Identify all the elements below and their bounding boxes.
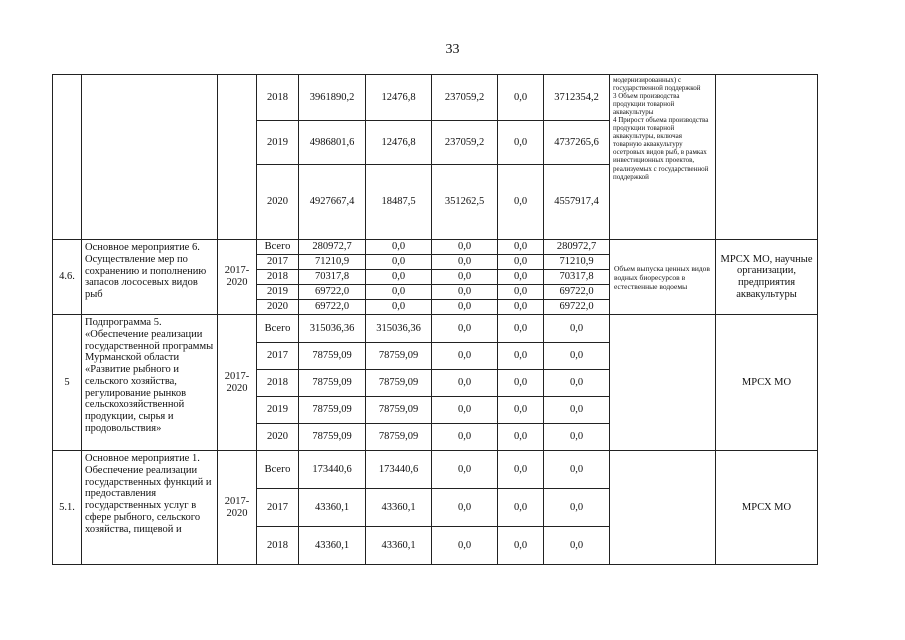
section-4-6-row-total: 69722,0: [299, 285, 366, 300]
section-4-6-row-local: 0,0: [498, 240, 544, 255]
section-4-6-row-local: 0,0: [498, 270, 544, 285]
section-4-6-row-federal: 0,0: [366, 240, 432, 255]
section-5-1-row-local: 0,0: [498, 527, 544, 565]
section-4-6-row-total: 71210,9: [299, 255, 366, 270]
section-5-row-total: 315036,36: [299, 315, 366, 343]
section-5-1-row-regional: 0,0: [432, 489, 498, 527]
section-4-6-row-extrabudget: 69722,0: [544, 285, 610, 300]
section-5-row-local: 0,0: [498, 424, 544, 451]
section-5-1-row-year: 2018: [257, 527, 299, 565]
section-5-row-total: 78759,09: [299, 424, 366, 451]
section-4-6-row-regional: 0,0: [432, 300, 498, 315]
section-5-row-year: 2017: [257, 343, 299, 370]
section-5-period: 2017- 2020: [218, 315, 257, 451]
cont-row-local: 0,0: [498, 165, 544, 240]
section-5-row-extrabudget: 0,0: [544, 397, 610, 424]
cont-row-total: 3961890,2: [299, 75, 366, 121]
section-5-row-total: 78759,09: [299, 397, 366, 424]
section-5-row-regional: 0,0: [432, 315, 498, 343]
section-5-1-row-extrabudget: 0,0: [544, 451, 610, 489]
table-row: [53, 75, 818, 121]
period-cell: [218, 75, 257, 240]
section-5-row-total: 78759,09: [299, 370, 366, 397]
section-5-1-row-regional: 0,0: [432, 451, 498, 489]
section-5-executor: МРСХ МО: [716, 315, 818, 451]
section-4-6-row-local: 0,0: [498, 255, 544, 270]
table-row: [53, 315, 818, 343]
section-5-1-row-total: 173440,6: [299, 451, 366, 489]
cont-row-total: 4927667,4: [299, 165, 366, 240]
cont-row-federal: 12476,8: [366, 121, 432, 165]
section-5-1-row-total: 43360,1: [299, 489, 366, 527]
section-5-1-row-local: 0,0: [498, 489, 544, 527]
section-5-1-period: 2017- 2020: [218, 451, 257, 565]
section-4-6-row-year: 2020: [257, 300, 299, 315]
section-5-1-indicator: [610, 451, 716, 565]
section-5-row-extrabudget: 0,0: [544, 315, 610, 343]
section-5-row-local: 0,0: [498, 370, 544, 397]
section-5-row-local: 0,0: [498, 343, 544, 370]
section-5-indicator: [610, 315, 716, 451]
section-4-6-row-regional: 0,0: [432, 255, 498, 270]
section-4-6-row-year: 2018: [257, 270, 299, 285]
section-5-1-row-year: 2017: [257, 489, 299, 527]
executor-cell: [716, 75, 818, 240]
section-4-6-row-local: 0,0: [498, 285, 544, 300]
section-5-row-extrabudget: 0,0: [544, 370, 610, 397]
section-5-row-extrabudget: 0,0: [544, 343, 610, 370]
page-number: 33: [445, 42, 460, 57]
section-4-6-executor: МРСХ МО, научные организации, предприятия аквакультуры: [716, 240, 818, 315]
section-5-1-row-federal: 43360,1: [366, 527, 432, 565]
section-4-6-row-regional: 0,0: [432, 270, 498, 285]
section-4-6-row-year: 2017: [257, 255, 299, 270]
cont-row-year: 2020: [257, 165, 299, 240]
cont-row-year: 2019: [257, 121, 299, 165]
section-5-row-regional: 0,0: [432, 343, 498, 370]
cont-row-federal: 18487,5: [366, 165, 432, 240]
section-5-row-year: 2019: [257, 397, 299, 424]
section-5-row-regional: 0,0: [432, 370, 498, 397]
section-5-row-federal: 78759,09: [366, 343, 432, 370]
section-4-6-row-extrabudget: 280972,7: [544, 240, 610, 255]
section-4-6-row-total: 70317,8: [299, 270, 366, 285]
section-5-1-row-total: 43360,1: [299, 527, 366, 565]
section-5-number: 5: [53, 315, 82, 451]
table-row: [53, 451, 818, 489]
cont-row-extrabudget: 4557917,4: [544, 165, 610, 240]
section-5-name: Подпрограмма 5. «Обеспечение реализации государственной программы Мурманской области «Развитие рыбного и сельского хозяйства, регулирование рынков сельскохозяйственной продукции, сырья и продовольствия»: [82, 315, 218, 451]
section-5-1-row-regional: 0,0: [432, 527, 498, 565]
section-5-1-row-federal: 43360,1: [366, 489, 432, 527]
section-5-row-federal: 78759,09: [366, 424, 432, 451]
section-5-row-federal: 78759,09: [366, 397, 432, 424]
num-cell: [53, 75, 82, 240]
section-4-6-row-federal: 0,0: [366, 255, 432, 270]
section-5-row-federal: 315036,36: [366, 315, 432, 343]
section-4-6-row-federal: 0,0: [366, 300, 432, 315]
indicator-cell: модернизированных) с государственной поддержкой 3 Объем производства продукции товарной аквакультуры 4 Прирост объема производства продукции товарной аквакультуры, включая товарную аквакультуру осетровых видов рыб, в рамках инвестиционных проектов, реализуемых с государственной поддержкой: [610, 75, 716, 240]
cont-row-total: 4986801,6: [299, 121, 366, 165]
section-5-1-row-extrabudget: 0,0: [544, 527, 610, 565]
section-5-row-federal: 78759,09: [366, 370, 432, 397]
section-5-1-row-year: Всего: [257, 451, 299, 489]
section-4-6-number: 4.6.: [53, 240, 82, 315]
section-5-1-number: 5.1.: [53, 451, 82, 565]
cont-row-extrabudget: 4737265,6: [544, 121, 610, 165]
section-4-6-row-year: Всего: [257, 240, 299, 255]
section-5-row-year: 2020: [257, 424, 299, 451]
cont-row-regional: 237059,2: [432, 121, 498, 165]
section-5-row-regional: 0,0: [432, 397, 498, 424]
section-4-6-row-extrabudget: 71210,9: [544, 255, 610, 270]
section-5-1-row-local: 0,0: [498, 451, 544, 489]
program-table: [52, 74, 818, 565]
section-5-1-name: Основное мероприятие 1. Обеспечение реализации государственных функций и предоставления государственных услуг в сфере рыбного, сельского хозяйства, пищевой и: [82, 451, 218, 565]
section-4-6-indicator: Объем выпуска ценных видов водных биоресурсов в естественные водоемы: [610, 240, 716, 315]
section-4-6-row-federal: 0,0: [366, 270, 432, 285]
section-5-row-year: Всего: [257, 315, 299, 343]
cont-row-local: 0,0: [498, 75, 544, 121]
cont-row-local: 0,0: [498, 121, 544, 165]
cont-row-regional: 351262,5: [432, 165, 498, 240]
section-5-row-regional: 0,0: [432, 424, 498, 451]
section-4-6-row-total: 280972,7: [299, 240, 366, 255]
section-5-1-row-extrabudget: 0,0: [544, 489, 610, 527]
section-5-row-local: 0,0: [498, 315, 544, 343]
section-4-6-row-extrabudget: 69722,0: [544, 300, 610, 315]
section-4-6-name: Основное мероприятие 6. Осуществление мер по сохранению и пополнению запасов лососевых видов рыб: [82, 240, 218, 315]
section-5-row-year: 2018: [257, 370, 299, 397]
section-4-6-row-total: 69722,0: [299, 300, 366, 315]
section-5-row-extrabudget: 0,0: [544, 424, 610, 451]
cont-row-federal: 12476,8: [366, 75, 432, 121]
section-4-6-period: 2017- 2020: [218, 240, 257, 315]
section-5-1-row-federal: 173440,6: [366, 451, 432, 489]
section-4-6-row-year: 2019: [257, 285, 299, 300]
section-5-row-total: 78759,09: [299, 343, 366, 370]
section-4-6-row-local: 0,0: [498, 300, 544, 315]
section-4-6-row-federal: 0,0: [366, 285, 432, 300]
table-body: [53, 75, 818, 565]
section-5-1-executor: МРСХ МО: [716, 451, 818, 565]
cont-row-extrabudget: 3712354,2: [544, 75, 610, 121]
section-5-row-local: 0,0: [498, 397, 544, 424]
section-4-6-row-regional: 0,0: [432, 240, 498, 255]
section-4-6-row-extrabudget: 70317,8: [544, 270, 610, 285]
cont-row-regional: 237059,2: [432, 75, 498, 121]
name-cell: [82, 75, 218, 240]
section-4-6-row-regional: 0,0: [432, 285, 498, 300]
table-row: [53, 240, 818, 255]
cont-row-year: 2018: [257, 75, 299, 121]
